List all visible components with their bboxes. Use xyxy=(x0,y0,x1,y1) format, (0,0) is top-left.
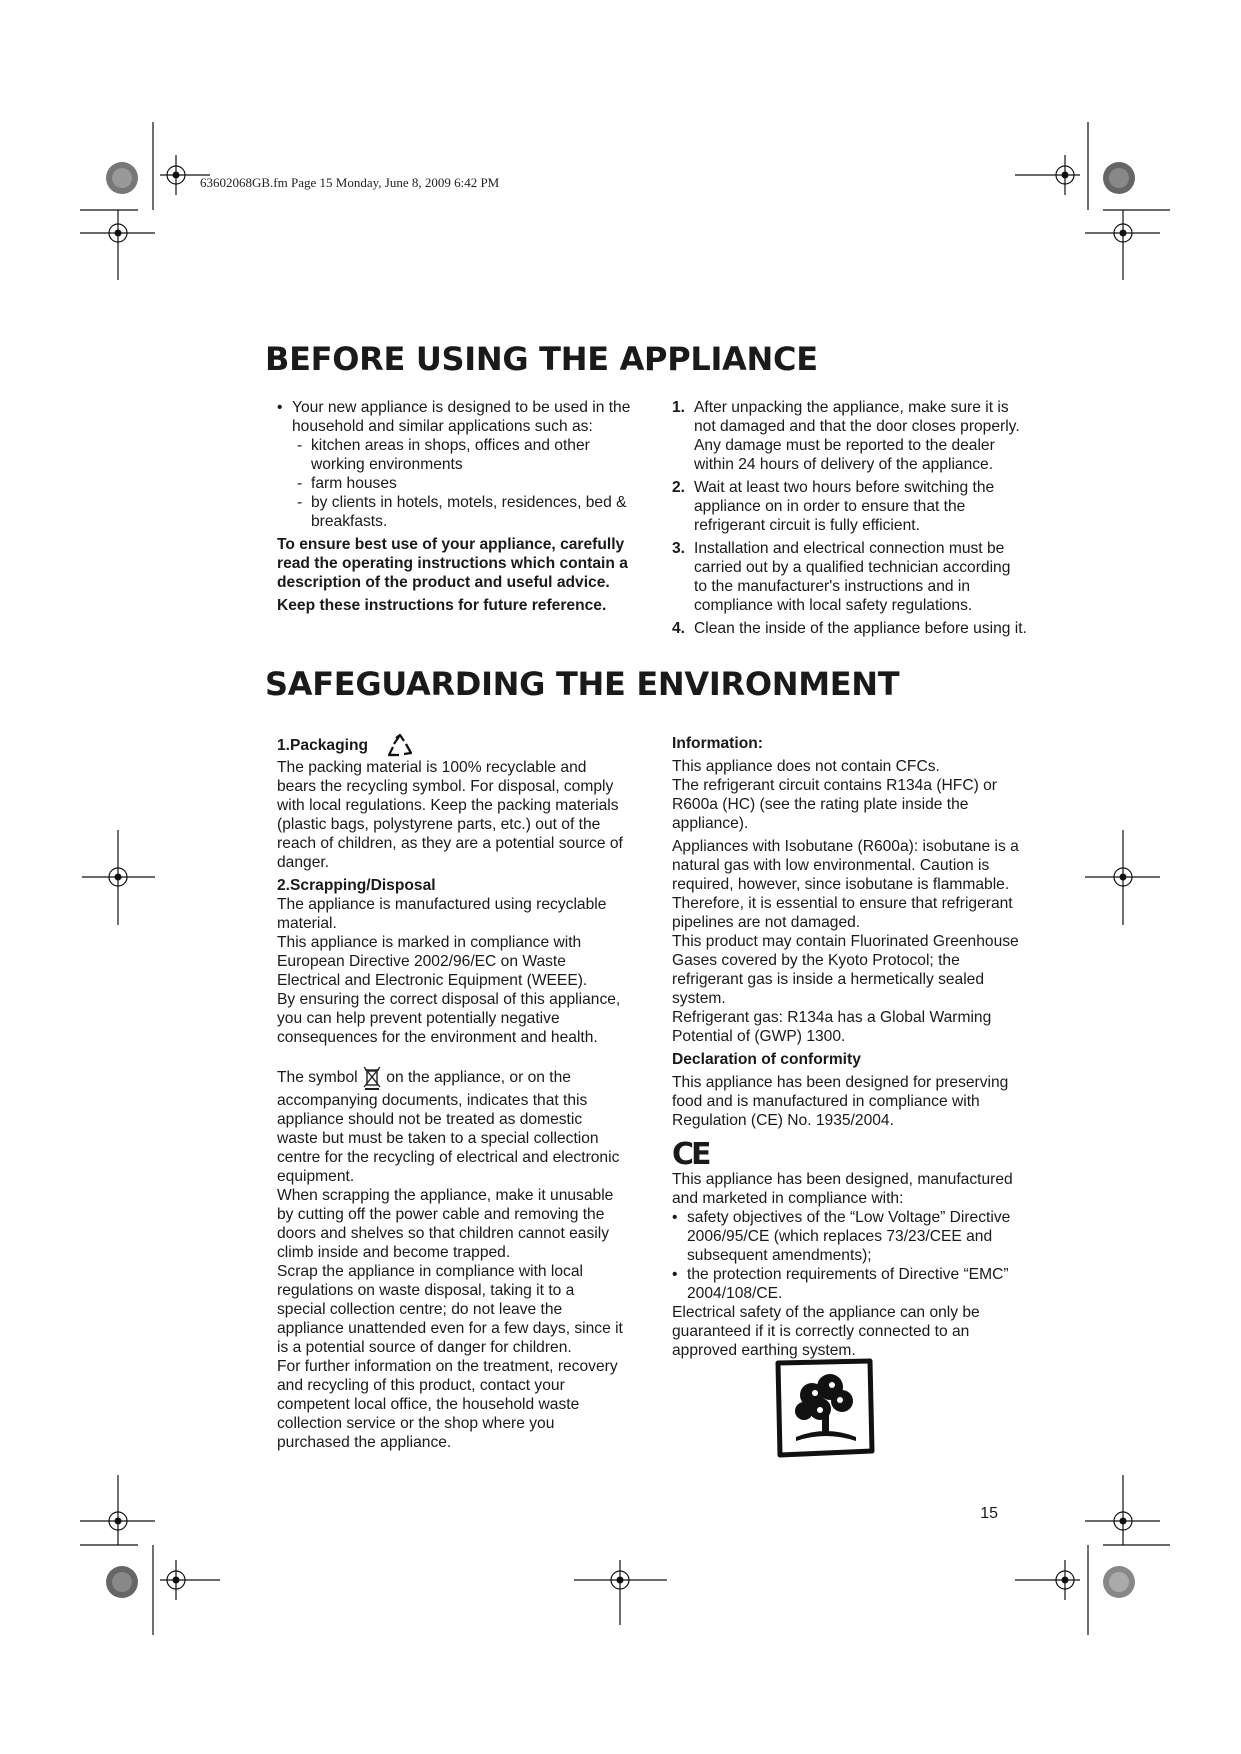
weee-symbol-paragraph: The symbol on the appliance, or on the accompanying documents, indicates that this appliance should not be treated as domestic waste but must be taken to a special collection centre for the recycling of electrical and electronic equipment. xyxy=(277,1065,625,1186)
info-paragraph: This appliance does not contain CFCs. xyxy=(672,758,940,775)
step-item: 2. Wait at least two hours before switching the appliance on in order to ensure that the refrigerant circuit is fully efficient. xyxy=(672,479,995,534)
before-using-left-column xyxy=(277,398,632,615)
scrap-paragraph: When scrapping the appliance, make it unusable by cutting off the power cable and removing the doors and shelves so that children cannot easily climb inside and become trapped. xyxy=(277,1187,614,1261)
intro-paragraph: • Your new appliance is designed to be used in the household and similar applications such as: xyxy=(277,398,632,436)
section-title-environment: SAFEGUARDING THE ENVIRONMENT xyxy=(265,665,900,703)
section-title-before-using: BEFORE USING THE APPLIANCE xyxy=(265,340,818,378)
environment-right-column xyxy=(672,734,1022,1360)
list-item: - farm houses xyxy=(277,474,632,493)
scrap-paragraph: This appliance is marked in compliance with European Directive 2002/96/EC on Waste Electrical and Electronic Equipment (WEEE). xyxy=(277,934,588,989)
declaration-list-item: • the protection requirements of Directive “EMC” 2004/108/CE. xyxy=(672,1265,1022,1303)
info-paragraph: The refrigerant circuit contains R134a (HFC) or R600a (HC) (see the rating plate inside the appliance). xyxy=(672,777,997,832)
declaration-paragraph: This appliance has been designed for preserving food and is manufactured in compliance with Regulation (CE) No. 1935/2004. xyxy=(672,1074,1009,1129)
keep-instructions-bold: Keep these instructions for future reference. xyxy=(277,597,607,614)
declaration-heading: Declaration of conformity xyxy=(672,1051,861,1068)
scrap-paragraph: Scrap the appliance in compliance with local regulations on waste disposal, taking it to a special collection centre; do not leave the appliance unattended even for a few days, since it is a potential source of danger for children. xyxy=(277,1263,623,1356)
file-info-line: 63602068GB.fm Page 15 Monday, June 8, 2009 6:42 PM xyxy=(200,175,500,190)
packaging-text: The packing material is 100% recyclable and bears the recycling symbol. For disposal, comply with local regulations. Keep the packing materials (plastic bags, polystyrene parts, etc.) out of the reach of children, as they are a potential source of danger. xyxy=(277,759,623,871)
step-item: 4. Clean the inside of the appliance before using it. xyxy=(672,620,1027,637)
information-heading: Information: xyxy=(672,735,763,752)
before-using-right-column xyxy=(672,398,1027,638)
scrapping-heading: 2.Scrapping/Disposal xyxy=(277,877,436,894)
declaration-paragraph: This appliance has been designed, manufactured and marketed in compliance with: xyxy=(672,1171,1013,1207)
scrap-paragraph: The appliance is manufactured using recyclable material. xyxy=(277,896,607,932)
recycle-icon xyxy=(386,734,414,758)
list-item: - by clients in hotels, motels, residences, bed & breakfasts. xyxy=(277,493,632,531)
ce-mark: CE xyxy=(672,1137,709,1172)
declaration-list-item: • safety objectives of the “Low Voltage” Directive 2006/95/CE (which replaces 73/23/CEE and subsequent amendments); xyxy=(672,1208,1022,1265)
info-paragraph: This product may contain Fluorinated Greenhouse Gases covered by the Kyoto Protocol; the refrigerant gas is inside a hermetically sealed system. xyxy=(672,933,1019,1007)
info-paragraph: Appliances with Isobutane (R600a): isobutane is a natural gas with low environmental. Caution is required, however, since isobutane is flammable. Therefore, it is essential to ensure that refrigerant pipelines are not damaged. xyxy=(672,838,1019,931)
info-paragraph: Refrigerant gas: R134a has a Global Warming Potential of (GWP) 1300. xyxy=(672,1009,992,1045)
advice-bold: To ensure best use of your appliance, carefully read the operating instructions which contain a description of the product and useful advice. xyxy=(277,536,628,591)
scrap-paragraph: For further information on the treatment, recovery and recycling of this product, contact your competent local office, the household waste collection service or the shop where you purchased the appliance. xyxy=(277,1358,618,1451)
packaging-heading: 1.Packaging xyxy=(277,734,625,758)
step-item: 3. Installation and electrical connection must be carried out by a qualified technician according to the manufacturer's instructions and in compliance with local safety regulations. xyxy=(672,540,1011,614)
tree-logo-icon xyxy=(770,1355,880,1460)
page-number: 15 xyxy=(980,1505,998,1522)
declaration-paragraph: Electrical safety of the appliance can only be guaranteed if it is correctly connected to an approved earthing system. xyxy=(672,1304,980,1359)
environment-left-column xyxy=(277,734,625,1452)
crossed-bin-icon xyxy=(363,1065,381,1091)
scrap-paragraph: By ensuring the correct disposal of this appliance, you can help prevent potentially negative consequences for the environment and health. xyxy=(277,991,621,1046)
list-item: - kitchen areas in shops, offices and other working environments xyxy=(277,436,632,474)
step-item: 1. After unpacking the appliance, make sure it is not damaged and that the door closes properly. Any damage must be reported to the dealer within 24 hours of delivery of the appliance. xyxy=(672,399,1020,473)
